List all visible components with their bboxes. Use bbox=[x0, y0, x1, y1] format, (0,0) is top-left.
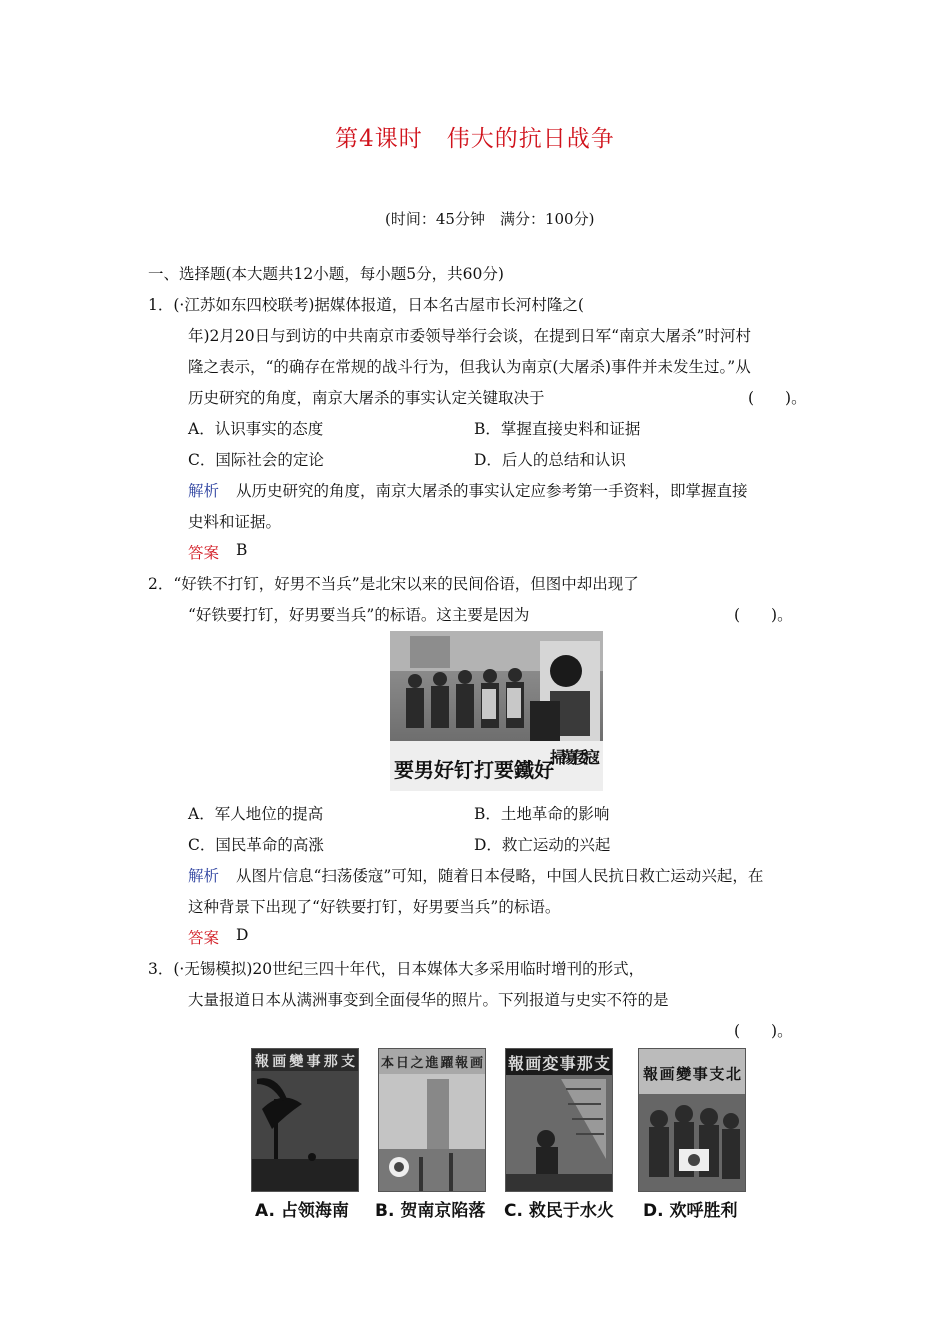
q3-cover-b-title: 本日之進躍報画 bbox=[381, 1056, 483, 1071]
q3-caption-b: B. 贺南京陷落 bbox=[375, 1201, 486, 1221]
q3-cover-d bbox=[638, 1048, 746, 1192]
q2-historical-photo bbox=[390, 631, 603, 791]
q2-answer-label: 答案 bbox=[188, 929, 220, 947]
q1-option-d[interactable]: D．后人的总结和认识 bbox=[474, 451, 626, 469]
q1-analysis-label: 解析 bbox=[188, 482, 220, 500]
q1-line4: 历史研究的角度，南京大屠杀的事实认定关键取决于 bbox=[188, 389, 545, 407]
q3-answer-bracket: ( )。 bbox=[734, 1022, 793, 1040]
q1-line1: 1．(·江苏如东四校联考)据媒体报道，日本名古屋市长河村隆之( bbox=[148, 296, 584, 314]
q2-answer: D bbox=[236, 926, 249, 944]
q2-photo-scene bbox=[390, 631, 603, 791]
q2-analysis-line2: 这种背景下出现了“好铁要打钉，好男要当兵”的标语。 bbox=[188, 898, 561, 916]
q2-answer-bracket: ( )。 bbox=[734, 606, 793, 624]
q3-line2: 大量报道日本从满洲事变到全面侵华的照片。下列报道与史实不符的是 bbox=[188, 991, 669, 1009]
q1-analysis-line1: 从历史研究的角度，南京大屠杀的事实认定应参考第一手资料，即掌握直接 bbox=[236, 482, 748, 500]
q1-option-b[interactable]: B．掌握直接史料和证据 bbox=[474, 420, 641, 438]
q2-option-b[interactable]: B．土地革命的影响 bbox=[474, 805, 610, 823]
q1-analysis-line2: 史料和证据。 bbox=[188, 513, 282, 531]
q1-answer: B bbox=[236, 541, 248, 559]
q2-line2: “好铁要打钉，好男要当兵”的标语。这主要是因为 bbox=[188, 606, 530, 624]
section-heading: 一、选择题(本大题共12小题，每小题5分，共60分) bbox=[148, 265, 504, 283]
q1-answer-bracket: ( )。 bbox=[748, 389, 807, 407]
q1-line2: 年)2月20日与到访的中共南京市委领导举行会谈，在提到日军“南京大屠杀”时河村 bbox=[188, 327, 751, 345]
q3-cover-a bbox=[251, 1048, 359, 1192]
q2-option-d[interactable]: D．救亡运动的兴起 bbox=[474, 836, 611, 854]
q2-analysis-line1: 从图片信息“扫荡倭寇”可知，随着日本侵略，中国人民抗日救亡运动兴起，在 bbox=[236, 867, 764, 885]
q3-caption-a: A. 占领海南 bbox=[255, 1201, 349, 1221]
q1-line3: 隆之表示，“的确存在常规的战斗行为，但我认为南京(大屠杀)事件并未发生过。”从 bbox=[188, 358, 751, 376]
q3-cover-d-title: 報画變事支北 bbox=[643, 1065, 741, 1083]
exam-time-info: (时间：45分钟 满分：100分) bbox=[385, 210, 595, 228]
page-title: 第4课时 伟大的抗日战争 bbox=[335, 126, 615, 152]
q3-cover-b bbox=[378, 1048, 486, 1192]
q1-answer-label: 答案 bbox=[188, 544, 220, 562]
q2-banner-slogan: 要男好钉打要鐵好 bbox=[394, 758, 554, 782]
q3-cover-a-title: 報画變事那支 bbox=[255, 1054, 355, 1070]
q1-option-a[interactable]: A．认识事实的态度 bbox=[188, 420, 324, 438]
q2-option-a[interactable]: A．军人地位的提高 bbox=[188, 805, 324, 823]
q2-banner-right: 掃蕩倭寇 bbox=[550, 748, 600, 767]
q3-cover-c-title: 報画変事那支 bbox=[508, 1054, 610, 1073]
q2-line1: 2．“好铁不打钉，好男不当兵”是北宋以来的民间俗语，但图中却出现了 bbox=[148, 575, 639, 593]
q1-option-c[interactable]: C．国际社会的定论 bbox=[188, 451, 324, 469]
q2-analysis-label: 解析 bbox=[188, 867, 220, 885]
q3-caption-d: D. 欢呼胜利 bbox=[643, 1201, 738, 1221]
q2-option-c[interactable]: C．国民革命的高涨 bbox=[188, 836, 324, 854]
q3-cover-c bbox=[505, 1048, 613, 1192]
q3-line1: 3．(·无锡模拟)20世纪三四十年代，日本媒体大多采用临时增刊的形式， bbox=[148, 960, 645, 978]
q3-caption-c: C. 救民于水火 bbox=[504, 1201, 614, 1221]
